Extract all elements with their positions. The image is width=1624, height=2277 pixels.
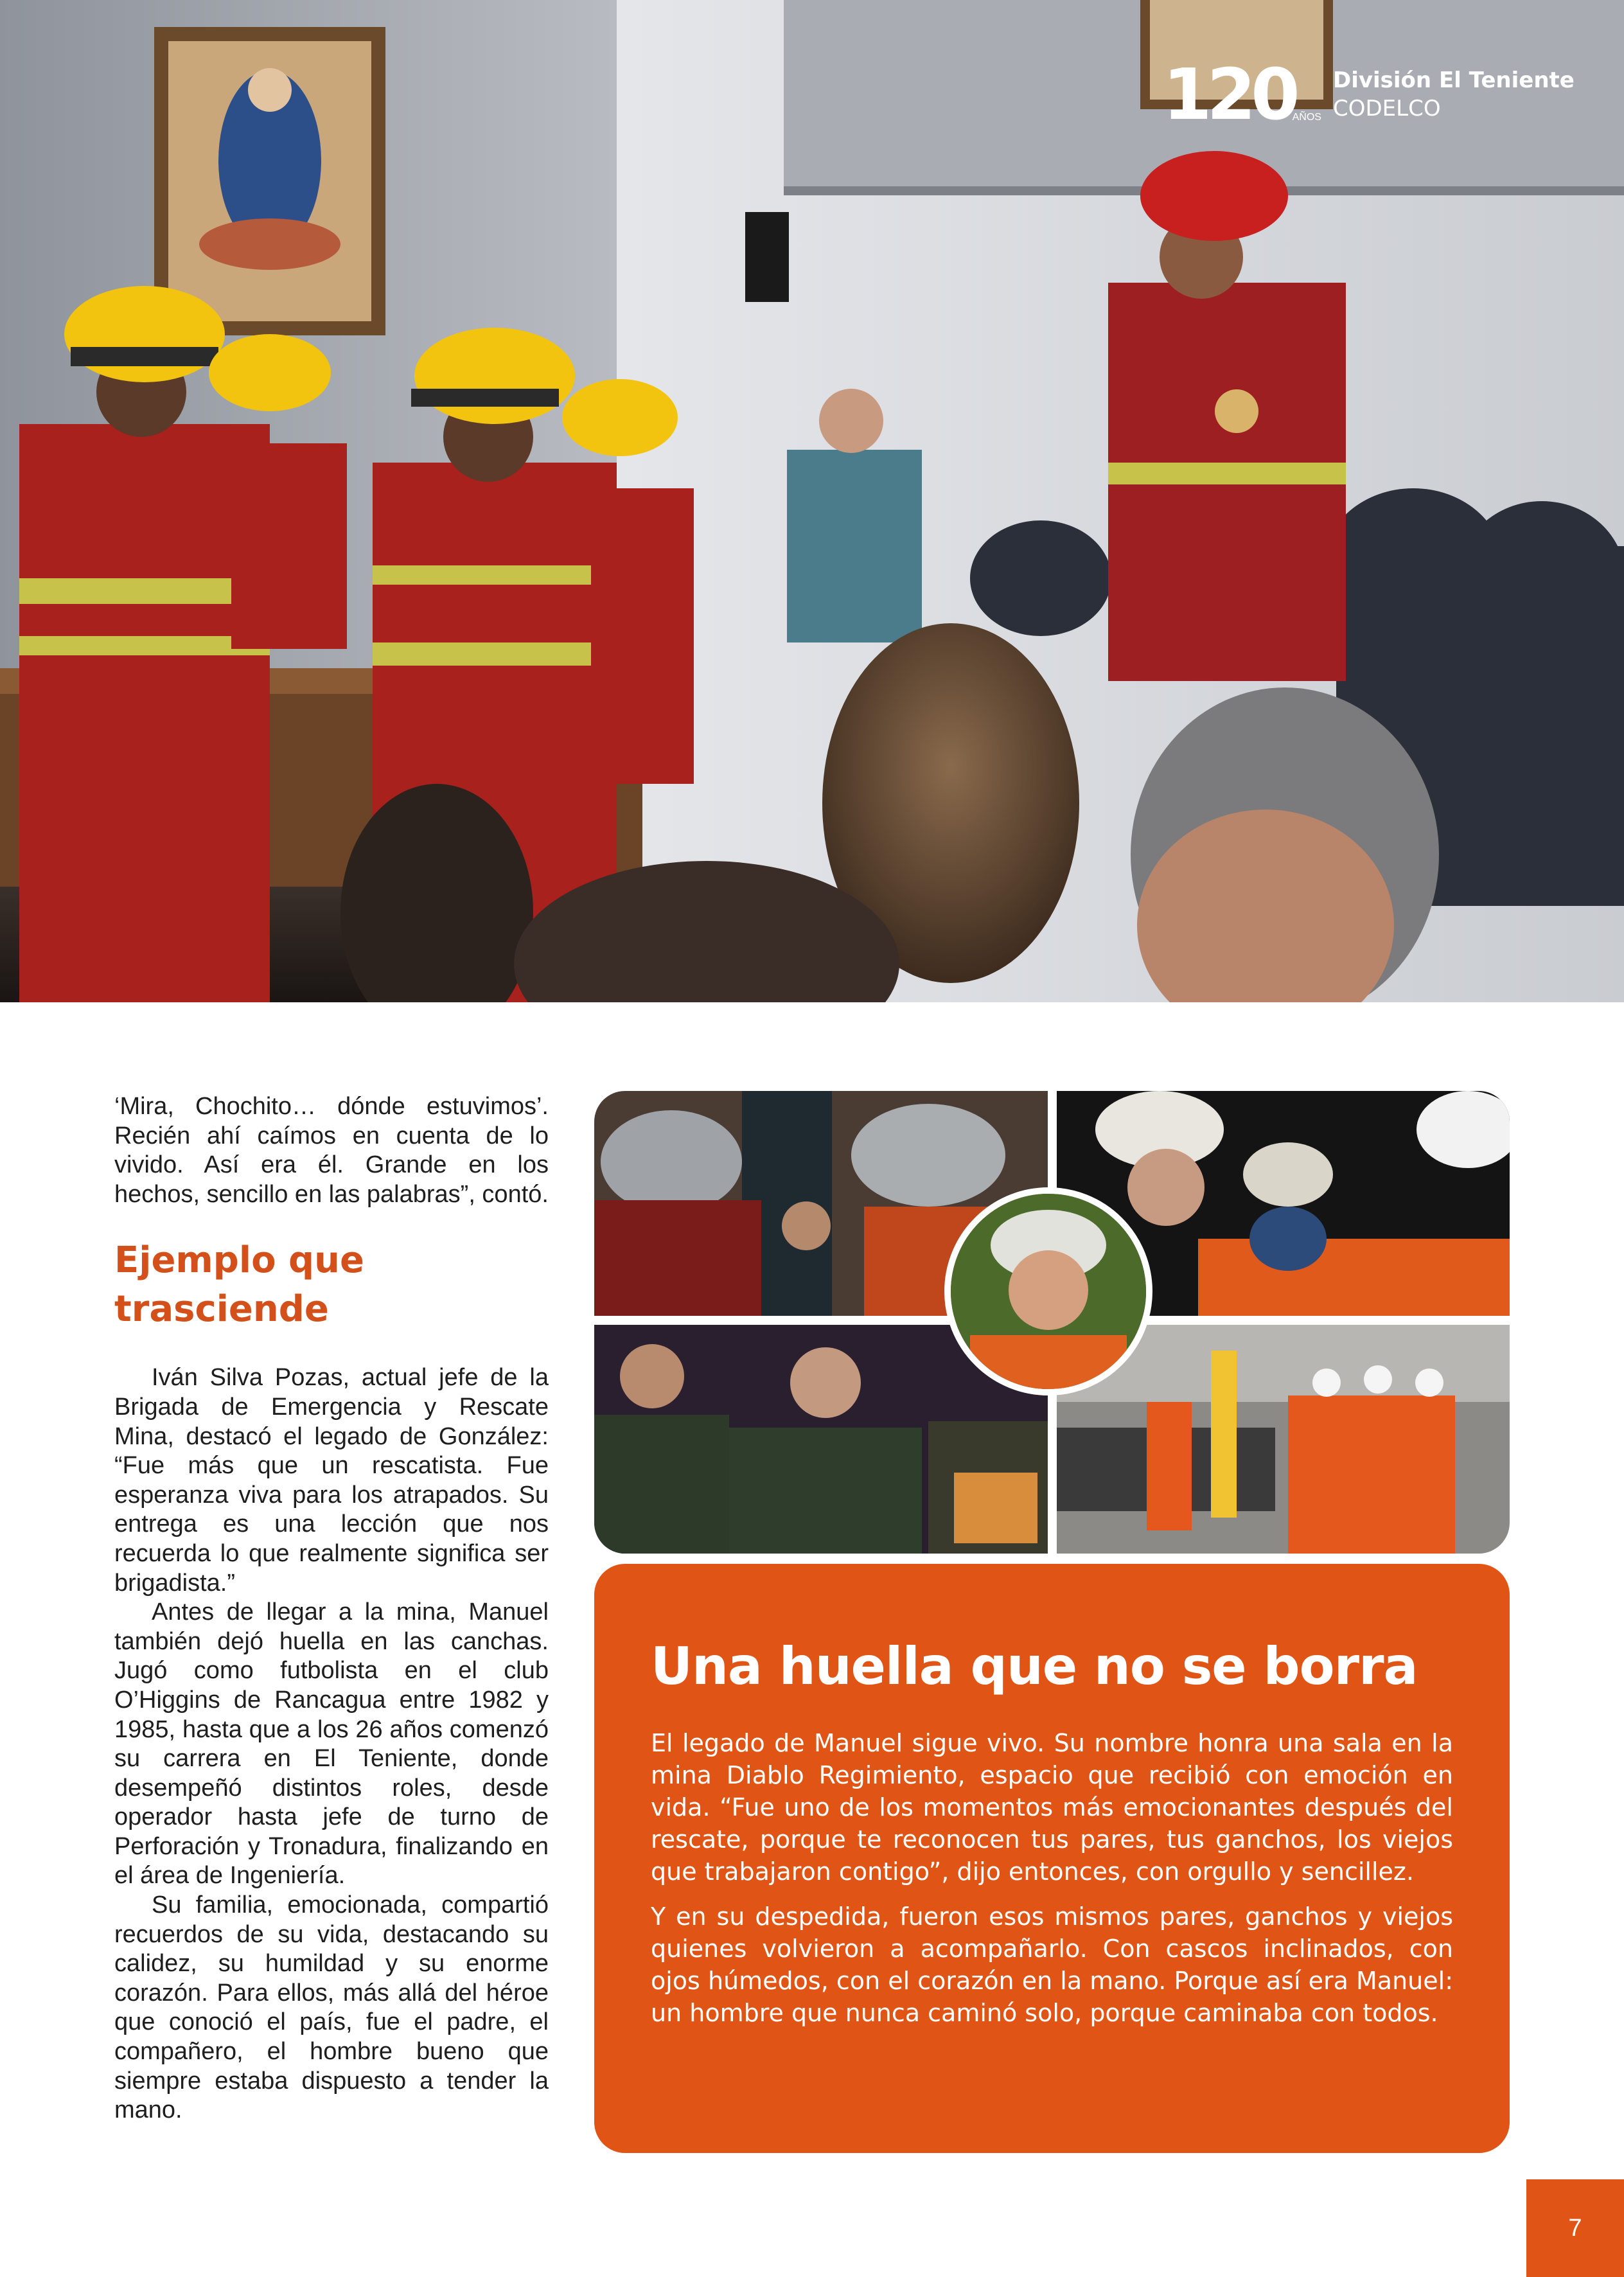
callout-title: Una huella que no se borra bbox=[651, 1636, 1418, 1696]
article-intro: ‘Mira, Chochito… dónde estuvimos’. Recién ahí caímos en cuenta de lo vivido. Así era él. Grande en los hechos, sencillo en las palabras”, contó. bbox=[114, 1093, 549, 1208]
collage-portrait bbox=[944, 1187, 1152, 1395]
division-name: División El Teniente bbox=[1332, 67, 1575, 93]
callout-box bbox=[594, 1564, 1510, 2153]
anniversary-number: 120 bbox=[1163, 53, 1295, 136]
brand-text bbox=[1333, 66, 1575, 123]
hero-photo bbox=[0, 0, 1624, 1002]
anniversary-label: AÑOS bbox=[1292, 112, 1321, 123]
company-name: CODELCO bbox=[1332, 96, 1441, 121]
article-paragraph: Iván Silva Pozas, actual jefe de la Brigada de Emergencia y Rescate Mina, destacó el legado de González: “Fue más que un rescatista. Fue esperanza viva para los atrapados. Su entrega es una lección que nos recuerda lo que realmente significa ser brigadista.” bbox=[114, 1364, 549, 1597]
brand-logo bbox=[1163, 53, 1575, 136]
article-paragraph: Su familia, emocionada, compartió recuerdos de su vida, destacando su calidez, su humildad y su enorme corazón. Para ellos, más allá del héroe que conoció el país, fue el padre, el compañero, el hombre bueno que siempre estaba dispuesto a tender la mano. bbox=[114, 1892, 549, 2124]
photo-collage bbox=[594, 1091, 1510, 1554]
section-heading: Ejemplo que trasciende bbox=[114, 1239, 364, 1331]
article-paragraph: Antes de llegar a la mina, Manuel también dejó huella en las canchas. Jugó como futbolista en el club O’Higgins de Rancagua entre 1982 y 1985, hasta que a los 26 años comenzó su carrera en El Teniente, donde desempeñó distintos roles, desde operador hasta jefe de turno de Perforación y Tronadura, finalizando en el área de Ingeniería. bbox=[114, 1599, 549, 1890]
callout-paragraph: El legado de Manuel sigue vivo. Su nombre honra una sala en la mina Diablo Regimiento, espacio que recibió con emoción en vida. “Fue uno de los momentos más emocionantes después del rescate, porque te reconocen tus pares, tus ganchos, los viejos que trabajaron contigo”, dijo entonces, con orgullo y sencillez. bbox=[651, 1729, 1453, 1886]
article-column bbox=[114, 1092, 549, 2125]
page-number: 7 bbox=[1526, 2179, 1624, 2277]
hero-photo-illustration bbox=[0, 0, 1624, 1002]
portrait-photo-icon bbox=[951, 1194, 1146, 1389]
callout-paragraph: Y en su despedida, fueron esos mismos pares, ganchos y viejos quienes volvieron a acompañarlo. Con cascos inclinados, con ojos húmedos, con el corazón en la mano. Porque así era Manuel: un hombre que nunca caminó solo, porque caminaba con todos. bbox=[651, 1902, 1453, 2027]
